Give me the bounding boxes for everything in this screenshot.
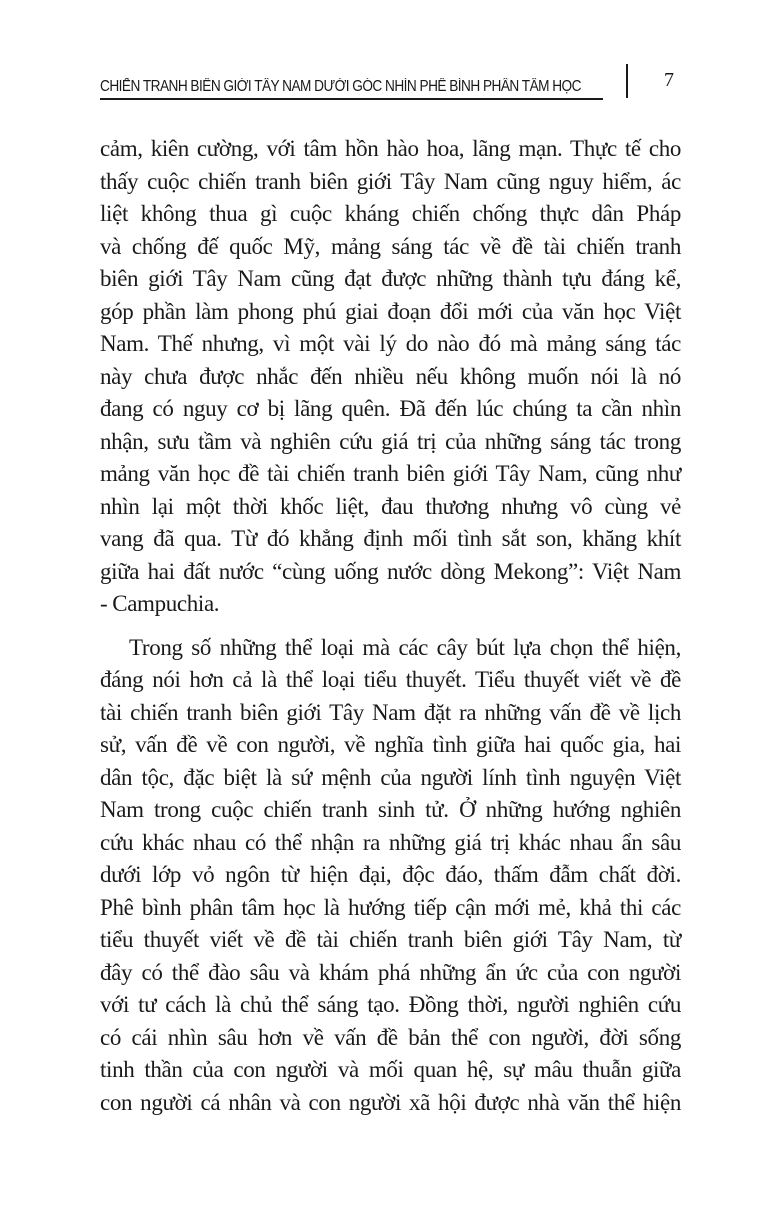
text-line: - Campuchia. <box>100 591 220 616</box>
text-line: này chưa được nhắc đến nhiều nếu không muốn nói là nó <box>100 363 681 389</box>
body-text <box>100 133 681 1119</box>
text-line: nhận, sưu tầm và nghiên cứu giá trị của những sáng tác trong <box>100 428 681 454</box>
running-title: CHIẾN TRANH BIÊN GIỚI TÂY NAM DƯỚI GÓC NHÌN PHÊ BÌNH PHÂN TÂM HỌC <box>100 78 581 95</box>
page-number: 7 <box>664 69 674 91</box>
text-line: dưới lớp vỏ ngôn từ hiện đại, độc đáo, thấm đẫm chất đời. <box>100 862 681 887</box>
text-line: tiểu thuyết viết về đề tài chiến tranh biên giới Tây Nam, từ <box>100 927 681 952</box>
running-head <box>100 70 605 100</box>
text-line: tinh thần của con người và mối quan hệ, sự mâu thuẫn giữa <box>100 1057 681 1082</box>
text-line: đang có nguy cơ bị lãng quên. Đã đến lúc chúng ta cần nhìn <box>100 396 681 421</box>
text-line: tài chiến tranh biên giới Tây Nam đặt ra những vấn đề về lịch <box>100 699 681 725</box>
text-line: liệt không thua gì cuộc kháng chiến chống thực dân Pháp <box>100 201 681 226</box>
text-line: cứu khác nhau có thể nhận ra những giá trị khác nhau ẩn sâu <box>100 829 681 855</box>
text-line: có cái nhìn sâu hơn về vấn đề bản thể con người, đời sống <box>100 1024 681 1050</box>
paragraph-2 <box>100 632 681 1120</box>
text-line: Phê bình phân tâm học là hướng tiếp cận mới mẻ, khả thi các <box>100 894 681 920</box>
header-underline <box>100 98 603 100</box>
text-line: biên giới Tây Nam cũng đạt được những thành tựu đáng kể, <box>100 266 681 291</box>
text-line: sử, vấn đề về con người, về nghĩa tình giữa hai quốc gia, hai <box>100 732 681 757</box>
text-line: nhìn lại một thời khốc liệt, đau thương nhưng vô cùng vẻ <box>100 493 681 519</box>
text-line: vang đã qua. Từ đó khẳng định mối tình sắt son, khăng khít <box>100 526 681 551</box>
text-line: Trong số những thể loại mà các cây bút lựa chọn thể hiện, <box>129 634 681 660</box>
text-line: dân tộc, đặc biệt là sứ mệnh của người lính tình nguyện Việt <box>100 764 681 790</box>
text-line: Nam trong cuộc chiến tranh sinh tử. Ở những hướng nghiên <box>100 797 681 822</box>
text-line: đây có thể đào sâu và khám phá những ẩn ức của con người <box>100 959 681 985</box>
text-line: con người cá nhân và con người xã hội được nhà văn thể hiện <box>100 1089 681 1115</box>
header-divider <box>626 64 628 98</box>
text-line: với tư cách là chủ thể sáng tạo. Đồng thời, người nghiên cứu <box>100 992 681 1017</box>
text-line: đáng nói hơn cả là thể loại tiểu thuyết. Tiểu thuyết viết về đề <box>100 667 681 692</box>
text-line: và chống đế quốc Mỹ, mảng sáng tác về đề tài chiến tranh <box>100 233 681 259</box>
paragraph-1 <box>100 133 681 621</box>
text-line: thấy cuộc chiến tranh biên giới Tây Nam cũng nguy hiểm, ác <box>100 168 681 194</box>
text-line: mảng văn học đề tài chiến tranh biên giới Tây Nam, cũng như <box>100 461 681 486</box>
text-line: giữa hai đất nước “cùng uống nước dòng Mekong”: Việt Nam <box>100 558 681 584</box>
text-line: Nam. Thế nhưng, vì một vài lý do nào đó mà mảng sáng tác <box>100 331 681 356</box>
text-line: cảm, kiên cường, với tâm hồn hào hoa, lãng mạn. Thực tế cho <box>100 136 681 161</box>
text-line: góp phần làm phong phú giai đoạn đổi mới của văn học Việt <box>100 298 681 324</box>
